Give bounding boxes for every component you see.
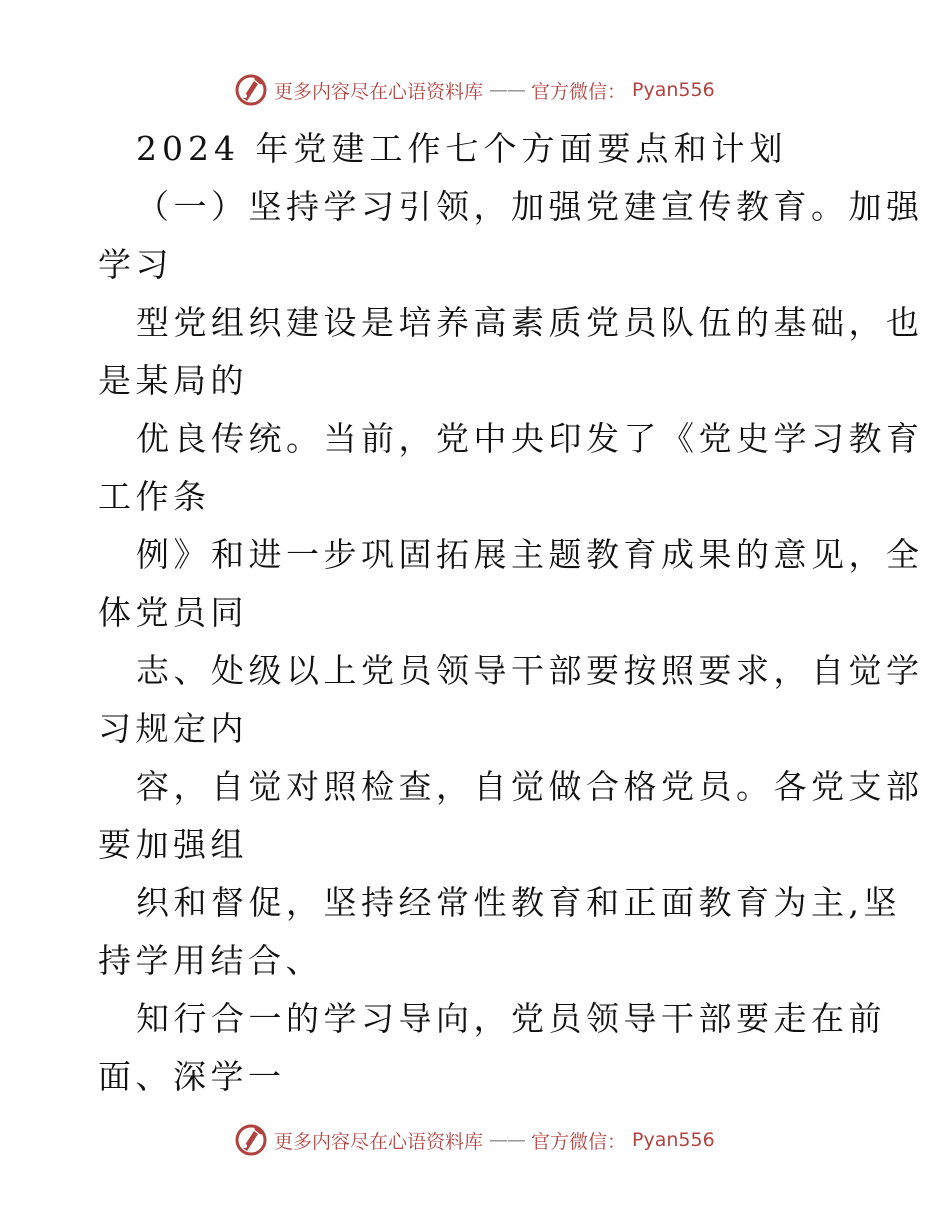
pen-nib-logo-icon [234,73,268,107]
watermark-wechat-label: 官方微信： [531,1130,627,1153]
watermark-bottom [234,1122,754,1158]
document-body [98,120,924,1106]
paragraph-line-8 [98,990,886,1106]
paragraph-line-6 [98,758,924,874]
line-second: 体党员同 [98,593,248,632]
watermark-wechat-id: Pyan556 [632,79,715,101]
line-first: 型党组织建设是培养高素质党员队伍的基础，也 [136,303,924,342]
paragraph-line-1 [98,178,924,294]
paragraph-line-7 [98,874,901,990]
line-first: 织和督促，坚持经常性教育和正面教育为主,坚 [136,883,901,922]
paragraph-line-5 [98,642,924,758]
line-second: 持学用结合、 [98,941,323,980]
line-first: 知行合一的学习导向，党员领导干部要走在前 [136,999,886,1038]
watermark-text: 更多内容尽在心语资料库 [274,80,484,103]
line-second: 要加强组 [98,825,248,864]
line-second: 工作条 [98,477,211,516]
watermark-dash: —— [489,79,526,101]
line-first: 优良传统。当前，党中央印发了《党史学习教育 [136,419,924,458]
paragraph-line-2 [98,294,924,410]
document-title: 2024 年党建工作七个方面要点和计划 [136,129,788,168]
watermark-wechat-label: 官方微信： [531,80,627,103]
pen-nib-logo-icon [234,1123,268,1157]
line-first: 例》和进一步巩固拓展主题教育成果的意见，全 [136,535,924,574]
paragraph-line-4 [98,526,924,642]
line-second: 是某局的 [98,361,248,400]
watermark-wechat-id: Pyan556 [632,1129,715,1151]
line-second: 学习 [98,245,173,284]
line-first: 志、处级以上党员领导干部要按照要求，自觉学 [136,651,924,690]
line-second: 面、深学一 [98,1057,286,1096]
line-first: 容，自觉对照检查，自觉做合格党员。各党支部 [136,767,924,806]
paragraph-line-3 [98,410,924,526]
watermark-text: 更多内容尽在心语资料库 [274,1130,484,1153]
watermark-top [234,72,754,108]
line-first: （一）坚持学习引领，加强党建宣传教育。加强 [136,187,924,226]
watermark-dash: —— [489,1129,526,1151]
line-second: 习规定内 [98,709,248,748]
